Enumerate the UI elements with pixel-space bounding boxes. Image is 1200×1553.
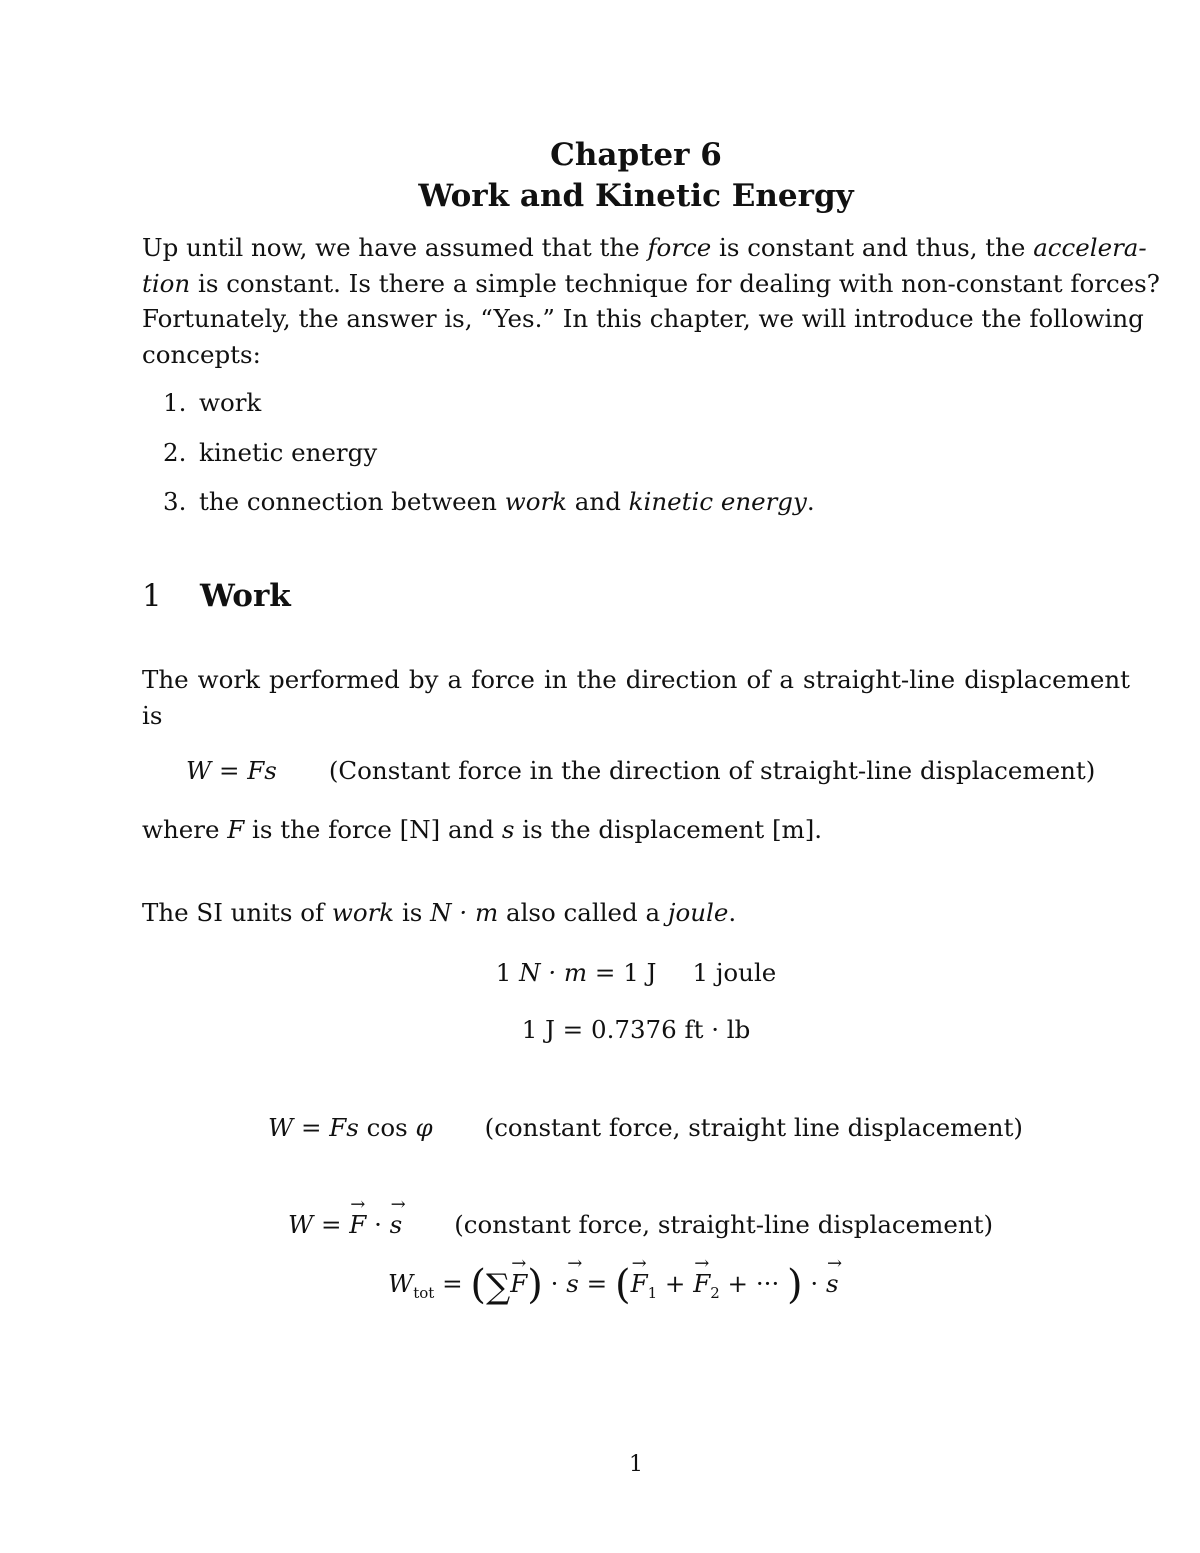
where-line: where F is the force [N] and s is the displacement [m]. <box>142 815 823 844</box>
dot-product-equation: W = → F · → s (constant force, straight-line displacement) <box>288 1210 993 1239</box>
section-heading: 1 Work <box>142 578 291 614</box>
intro-paragraph: Up until now, we have assumed that the force is constant and thus, the accelera- tion is constant. Is there a simple technique for dealing with non-constant forces? Fortunately, the answer is, “Yes.” In this chapter, we will introduce the following concepts: <box>142 233 1160 369</box>
total-work-equation: $W_{tot}$ = (∑→ F) · → s = (→ $F_1$ + → $F_2$ + ··· ) · → s <box>388 1262 839 1308</box>
cos-equation: W = Fs cos φ (constant force, straight line displacement) <box>268 1113 1023 1142</box>
page-number: 1 <box>629 1452 643 1477</box>
work-definition-paragraph: The work performed by a force in the direction of a straight-line displacement is <box>142 665 1130 730</box>
chapter-title: Work and Kinetic Energy <box>418 178 854 214</box>
work-equation: W = Fs (Constant force in the direction of straight-line displacement) <box>186 756 1096 785</box>
joule-equation: 1 N · m = 1 J 1 joule <box>495 958 777 987</box>
conversion-equation: 1 J = 0.7376 ft · lb <box>521 1015 751 1044</box>
list-item: 3. the connection between work and kinetic energy. <box>163 487 815 516</box>
list-item: 1. work <box>163 388 262 417</box>
si-units-line: The SI units of work is N · m also called a joule. <box>142 898 737 927</box>
list-item: 2. kinetic energy <box>163 438 378 467</box>
chapter-number: Chapter 6 <box>550 137 722 173</box>
